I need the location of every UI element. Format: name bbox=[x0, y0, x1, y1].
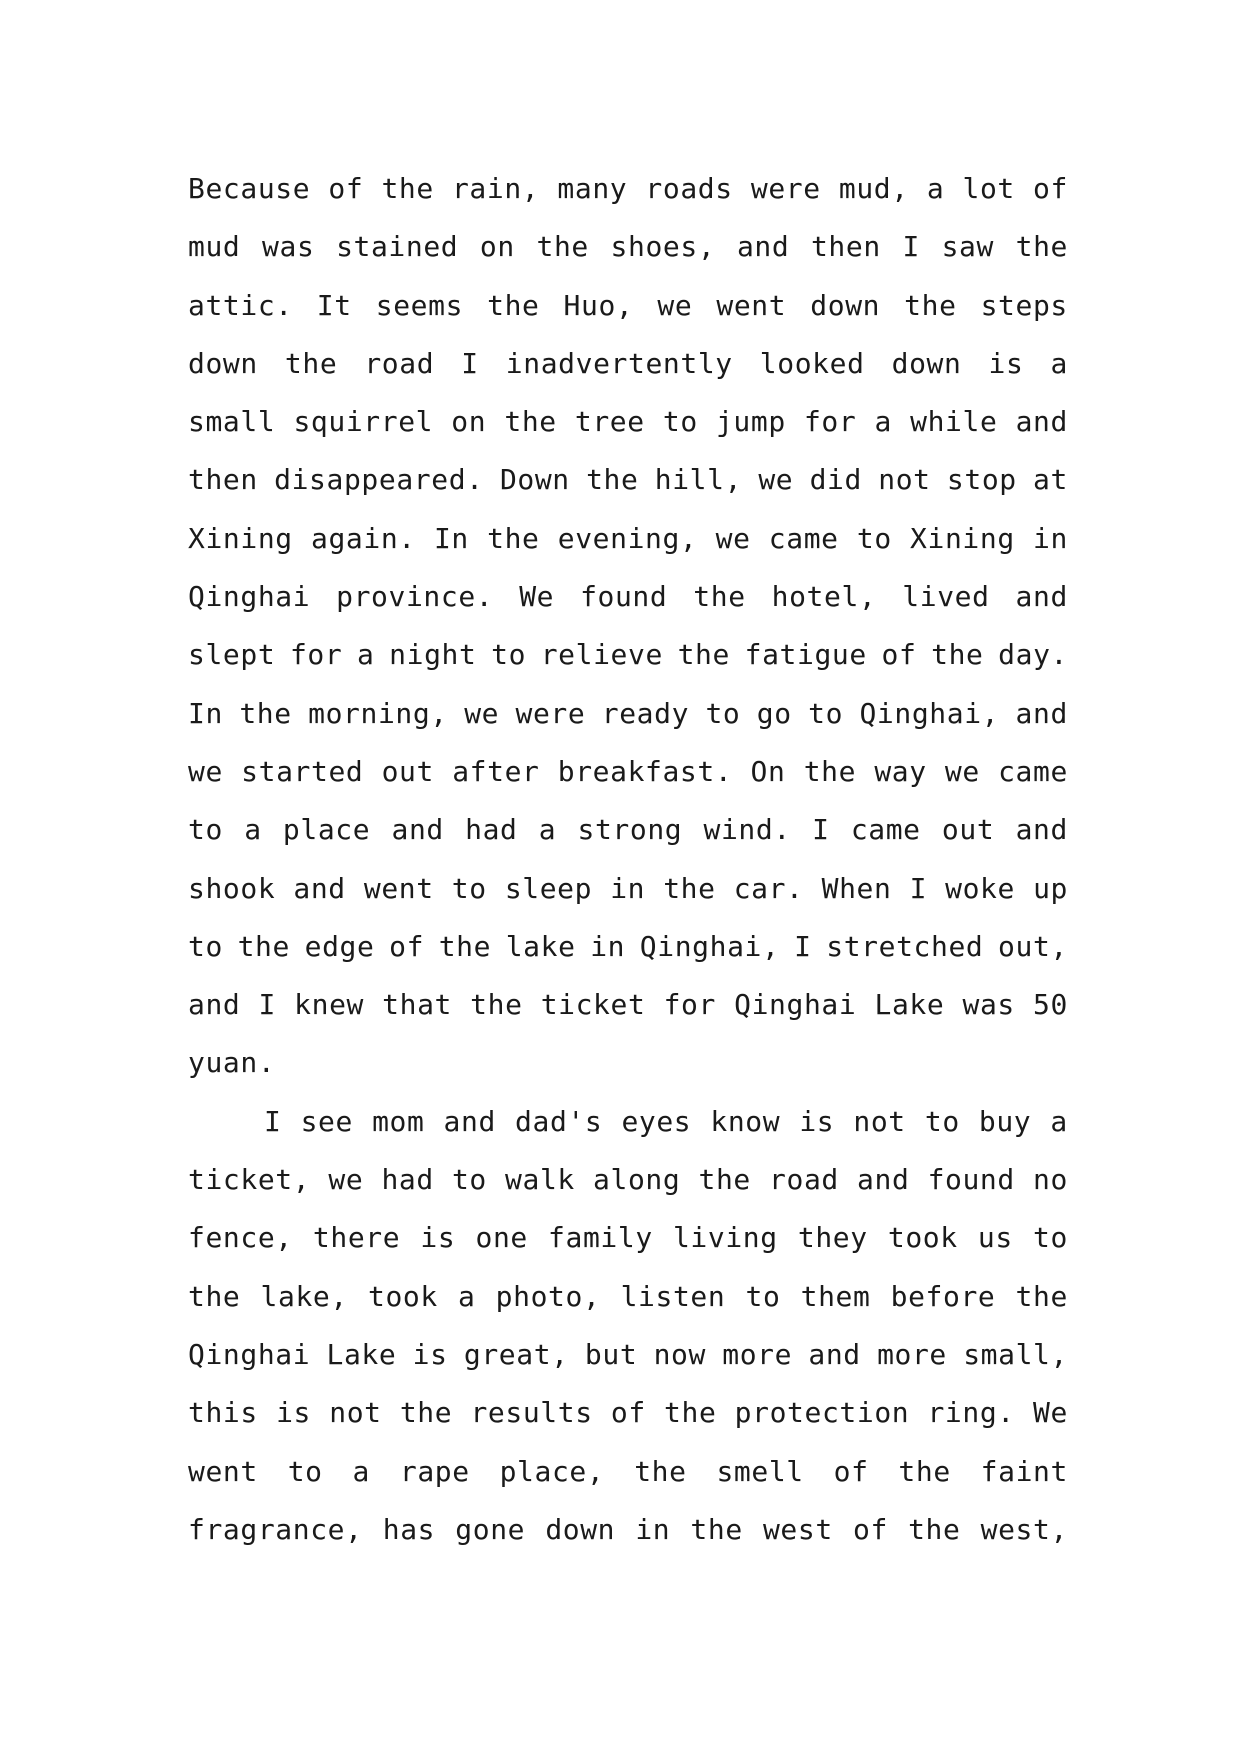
text-line: I see mom and dad's eyes know is not to buy a bbox=[264, 1104, 1068, 1138]
text-line: small squirrel on the tree to jump for a while and bbox=[188, 405, 1068, 439]
text-line: mud was stained on the shoes, and then I saw the bbox=[188, 230, 1068, 264]
text-line: to a place and had a strong wind. I came out and bbox=[188, 813, 1068, 847]
text-line: shook and went to sleep in the car. When I woke up bbox=[188, 871, 1068, 905]
text-line: we started out after breakfast. On the way we came bbox=[188, 754, 1068, 788]
text-line: Because of the rain, many roads were mud, a lot of bbox=[188, 172, 1068, 205]
text-line: fragrance, has gone down in the west of the west, bbox=[188, 1512, 1068, 1546]
text-line: and I knew that the ticket for Qinghai Lake was 50 bbox=[188, 988, 1068, 1022]
text-line: went to a rape place, the smell of the faint bbox=[188, 1454, 1068, 1488]
text-line: to the edge of the lake in Qinghai, I stretched out, bbox=[188, 929, 1068, 963]
text-line: In the morning, we were ready to go to Qinghai, and bbox=[188, 696, 1068, 730]
paragraph bbox=[188, 1093, 1068, 1559]
text-line: Xining again. In the evening, we came to Xining in bbox=[188, 521, 1068, 555]
text-line: this is not the results of the protection ring. We bbox=[188, 1396, 1068, 1430]
text-line: slept for a night to relieve the fatigue of the day. bbox=[188, 638, 1068, 672]
text-line: attic. It seems the Huo, we went down the steps bbox=[188, 288, 1068, 322]
text-line: down the road I inadvertently looked down is a bbox=[188, 346, 1068, 380]
text-line: fence, there is one family living they took us to bbox=[188, 1221, 1068, 1255]
document-body bbox=[188, 160, 1068, 1559]
text-line: yuan. bbox=[188, 1046, 276, 1080]
text-line: Qinghai Lake is great, but now more and more small, bbox=[188, 1337, 1068, 1371]
text-line: Qinghai province. We found the hotel, lived and bbox=[188, 580, 1068, 614]
paragraph bbox=[188, 160, 1068, 1093]
text-line: the lake, took a photo, listen to them before the bbox=[188, 1279, 1068, 1313]
text-line: ticket, we had to walk along the road and found no bbox=[188, 1163, 1068, 1197]
text-line: then disappeared. Down the hill, we did not stop at bbox=[188, 463, 1068, 497]
